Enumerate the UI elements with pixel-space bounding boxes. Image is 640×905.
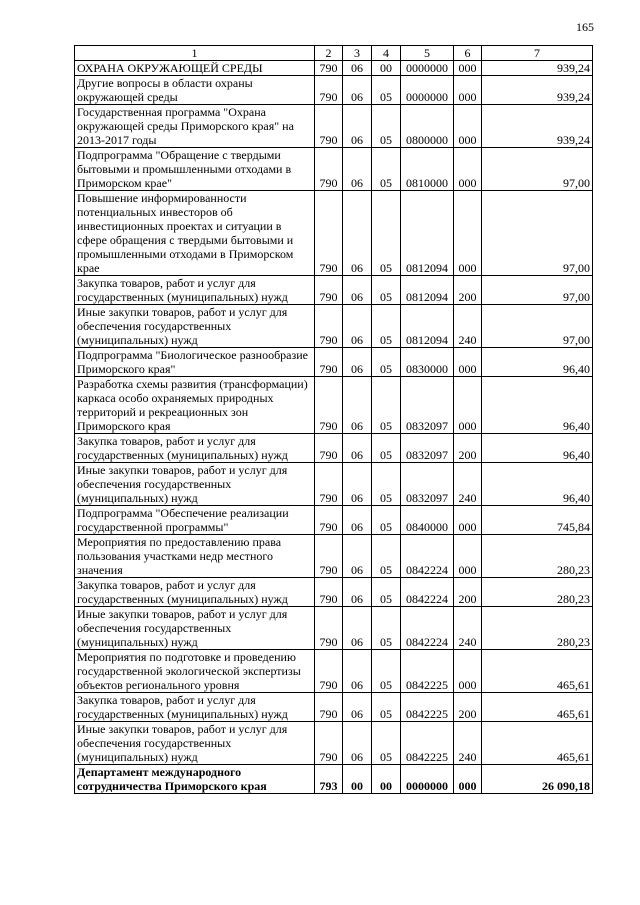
code-target-cell: 0812094 [401, 276, 454, 305]
amount-cell: 97,00 [482, 148, 593, 191]
code-target-cell: 0000000 [401, 76, 454, 105]
code-subsection-cell: 05 [372, 578, 401, 607]
code-subsection-cell: 00 [372, 765, 401, 794]
code-target-cell: 0842225 [401, 722, 454, 765]
code-section-cell: 06 [343, 722, 372, 765]
code-section-cell: 06 [343, 434, 372, 463]
code-admin-cell: 790 [315, 506, 343, 535]
code-subsection-cell: 05 [372, 607, 401, 650]
column-header: 3 [343, 46, 372, 61]
code-expense-type-cell: 200 [454, 434, 482, 463]
code-subsection-cell: 05 [372, 463, 401, 506]
table-row [75, 276, 593, 305]
code-admin-cell: 790 [315, 276, 343, 305]
row-name-cell: Закупка товаров, работ и услуг для государственных (муниципальных) нужд [75, 276, 315, 305]
table-row [75, 305, 593, 348]
table-row [75, 348, 593, 377]
code-admin-cell: 790 [315, 722, 343, 765]
code-target-cell: 0840000 [401, 506, 454, 535]
code-expense-type-cell: 240 [454, 305, 482, 348]
code-target-cell: 0830000 [401, 348, 454, 377]
amount-cell: 97,00 [482, 305, 593, 348]
amount-cell: 465,61 [482, 650, 593, 693]
code-section-cell: 06 [343, 148, 372, 191]
row-name-cell: ОХРАНА ОКРУЖАЮЩЕЙ СРЕДЫ [75, 61, 315, 76]
code-subsection-cell: 05 [372, 506, 401, 535]
code-subsection-cell: 05 [372, 276, 401, 305]
code-target-cell: 0812094 [401, 305, 454, 348]
code-section-cell: 00 [343, 765, 372, 794]
budget-table [74, 45, 593, 794]
row-name-cell: Подпрограмма "Обеспечение реализации государственной программы" [75, 506, 315, 535]
code-admin-cell: 790 [315, 305, 343, 348]
code-subsection-cell: 05 [372, 348, 401, 377]
code-subsection-cell: 05 [372, 693, 401, 722]
table-row [75, 463, 593, 506]
code-expense-type-cell: 000 [454, 377, 482, 434]
table-row [75, 650, 593, 693]
column-header: 1 [75, 46, 315, 61]
amount-cell: 745,84 [482, 506, 593, 535]
code-expense-type-cell: 000 [454, 148, 482, 191]
page-number: 165 [576, 20, 594, 34]
code-admin-cell: 790 [315, 693, 343, 722]
code-admin-cell: 790 [315, 191, 343, 276]
table-row [75, 434, 593, 463]
code-expense-type-cell: 240 [454, 463, 482, 506]
code-section-cell: 06 [343, 377, 372, 434]
code-section-cell: 06 [343, 276, 372, 305]
code-subsection-cell: 05 [372, 434, 401, 463]
amount-cell: 465,61 [482, 693, 593, 722]
code-expense-type-cell: 000 [454, 535, 482, 578]
table-row [75, 76, 593, 105]
code-target-cell: 0842225 [401, 650, 454, 693]
row-name-cell: Подпрограмма "Обращение с твердыми бытовыми и промышленными отходами в Приморском крае" [75, 148, 315, 191]
code-subsection-cell: 05 [372, 76, 401, 105]
column-header: 7 [482, 46, 593, 61]
code-target-cell: 0842224 [401, 535, 454, 578]
code-target-cell: 0000000 [401, 61, 454, 76]
table-row [75, 693, 593, 722]
code-target-cell: 0832097 [401, 434, 454, 463]
amount-cell: 96,40 [482, 434, 593, 463]
code-admin-cell: 790 [315, 607, 343, 650]
row-name-cell: Закупка товаров, работ и услуг для государственных (муниципальных) нужд [75, 434, 315, 463]
code-admin-cell: 790 [315, 377, 343, 434]
code-admin-cell: 790 [315, 578, 343, 607]
code-expense-type-cell: 000 [454, 191, 482, 276]
amount-cell: 280,23 [482, 578, 593, 607]
code-expense-type-cell: 000 [454, 105, 482, 148]
amount-cell: 465,61 [482, 722, 593, 765]
row-name-cell: Мероприятия по подготовке и проведению государственной экологической экспертизы объектов регионального уровня [75, 650, 315, 693]
code-admin-cell: 790 [315, 535, 343, 578]
amount-cell: 26 090,18 [482, 765, 593, 794]
row-name-cell: Закупка товаров, работ и услуг для государственных (муниципальных) нужд [75, 693, 315, 722]
code-section-cell: 06 [343, 463, 372, 506]
code-expense-type-cell: 000 [454, 61, 482, 76]
row-name-cell: Государственная программа "Охрана окружающей среды Приморского края" на 2013-2017 годы [75, 105, 315, 148]
row-name-cell: Иные закупки товаров, работ и услуг для обеспечения государственных (муниципальных) нужд [75, 607, 315, 650]
code-subsection-cell: 05 [372, 105, 401, 148]
code-admin-cell: 790 [315, 463, 343, 506]
code-target-cell: 0800000 [401, 105, 454, 148]
row-name-cell: Иные закупки товаров, работ и услуг для обеспечения государственных (муниципальных) нужд [75, 463, 315, 506]
amount-cell: 939,24 [482, 76, 593, 105]
code-section-cell: 06 [343, 105, 372, 148]
code-expense-type-cell: 000 [454, 506, 482, 535]
code-section-cell: 06 [343, 607, 372, 650]
code-admin-cell: 790 [315, 76, 343, 105]
table-row [75, 765, 593, 794]
code-subsection-cell: 05 [372, 535, 401, 578]
code-section-cell: 06 [343, 191, 372, 276]
amount-cell: 96,40 [482, 463, 593, 506]
code-subsection-cell: 05 [372, 305, 401, 348]
code-target-cell: 0832097 [401, 377, 454, 434]
code-section-cell: 06 [343, 506, 372, 535]
code-target-cell: 0832097 [401, 463, 454, 506]
code-section-cell: 06 [343, 305, 372, 348]
code-section-cell: 06 [343, 650, 372, 693]
code-admin-cell: 790 [315, 434, 343, 463]
code-expense-type-cell: 200 [454, 578, 482, 607]
code-section-cell: 06 [343, 76, 372, 105]
column-header: 5 [401, 46, 454, 61]
code-section-cell: 06 [343, 61, 372, 76]
code-target-cell: 0842224 [401, 578, 454, 607]
amount-cell: 280,23 [482, 535, 593, 578]
table-row [75, 105, 593, 148]
column-header: 6 [454, 46, 482, 61]
code-target-cell: 0812094 [401, 191, 454, 276]
amount-cell: 939,24 [482, 61, 593, 76]
row-name-cell: Повышение информированности потенциальных инвесторов об инвестиционных проектах и ситуации в сфере обращения с твердыми бытовыми и промышленными отходами в Приморском крае [75, 191, 315, 276]
code-target-cell: 0842224 [401, 607, 454, 650]
table-row [75, 607, 593, 650]
code-expense-type-cell: 240 [454, 722, 482, 765]
code-expense-type-cell: 000 [454, 765, 482, 794]
code-admin-cell: 793 [315, 765, 343, 794]
row-name-cell: Закупка товаров, работ и услуг для государственных (муниципальных) нужд [75, 578, 315, 607]
amount-cell: 96,40 [482, 348, 593, 377]
code-expense-type-cell: 240 [454, 607, 482, 650]
amount-cell: 939,24 [482, 105, 593, 148]
amount-cell: 280,23 [482, 607, 593, 650]
row-name-cell: Другие вопросы в области охраны окружающей среды [75, 76, 315, 105]
code-section-cell: 06 [343, 348, 372, 377]
row-name-cell: Разработка схемы развития (трансформации) каркаса особо охраняемых природных территорий и рекреационных зон Приморского края [75, 377, 315, 434]
code-subsection-cell: 00 [372, 61, 401, 76]
table-row [75, 148, 593, 191]
code-section-cell: 06 [343, 535, 372, 578]
code-section-cell: 06 [343, 578, 372, 607]
code-admin-cell: 790 [315, 61, 343, 76]
table-row [75, 506, 593, 535]
code-expense-type-cell: 200 [454, 276, 482, 305]
code-admin-cell: 790 [315, 148, 343, 191]
code-subsection-cell: 05 [372, 148, 401, 191]
code-target-cell: 0810000 [401, 148, 454, 191]
code-subsection-cell: 05 [372, 722, 401, 765]
code-subsection-cell: 05 [372, 191, 401, 276]
row-name-cell: Подпрограмма "Биологическое разнообразие Приморского края" [75, 348, 315, 377]
code-admin-cell: 790 [315, 348, 343, 377]
code-expense-type-cell: 200 [454, 693, 482, 722]
table-row [75, 377, 593, 434]
table-row [75, 191, 593, 276]
amount-cell: 97,00 [482, 191, 593, 276]
code-section-cell: 06 [343, 693, 372, 722]
amount-cell: 96,40 [482, 377, 593, 434]
code-target-cell: 0842225 [401, 693, 454, 722]
row-name-cell: Иные закупки товаров, работ и услуг для обеспечения государственных (муниципальных) нужд [75, 305, 315, 348]
code-admin-cell: 790 [315, 105, 343, 148]
code-expense-type-cell: 000 [454, 650, 482, 693]
row-name-cell: Департамент международного сотрудничества Приморского края [75, 765, 315, 794]
column-header: 2 [315, 46, 343, 61]
table-row [75, 578, 593, 607]
code-expense-type-cell: 000 [454, 76, 482, 105]
row-name-cell: Иные закупки товаров, работ и услуг для обеспечения государственных (муниципальных) нужд [75, 722, 315, 765]
code-subsection-cell: 05 [372, 650, 401, 693]
table-row [75, 535, 593, 578]
code-target-cell: 0000000 [401, 765, 454, 794]
table-header-row [75, 46, 593, 61]
table-row [75, 61, 593, 76]
code-expense-type-cell: 000 [454, 348, 482, 377]
code-subsection-cell: 05 [372, 377, 401, 434]
row-name-cell: Мероприятия по предоставлению права пользования участками недр местного значения [75, 535, 315, 578]
code-admin-cell: 790 [315, 650, 343, 693]
column-header: 4 [372, 46, 401, 61]
table-row [75, 722, 593, 765]
amount-cell: 97,00 [482, 276, 593, 305]
